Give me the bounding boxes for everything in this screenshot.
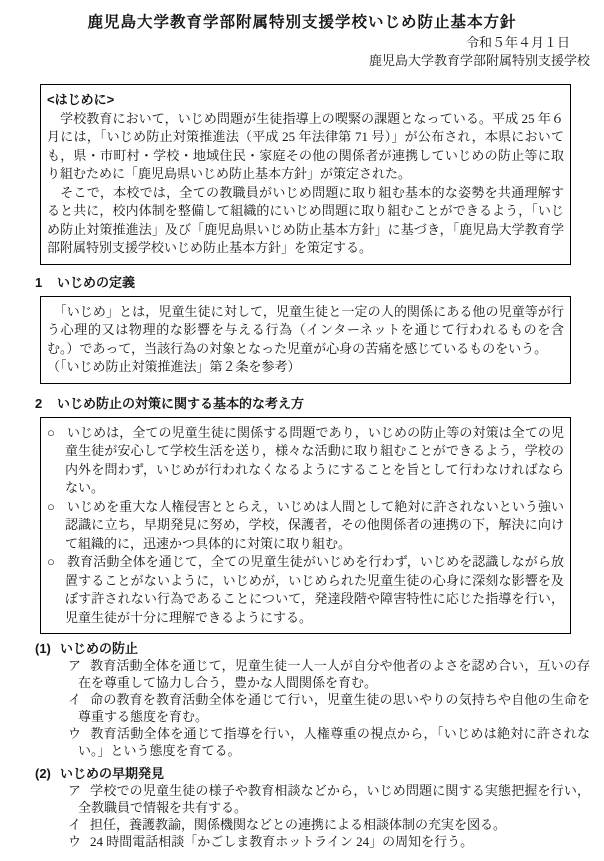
item-label: イ (68, 817, 82, 832)
circle-bullet: ○ (47, 424, 55, 440)
item-label: イ (68, 692, 82, 707)
item-text: 24 時間電話相談「かごしま教育ホットライン 24」の周知を行う。 (90, 834, 474, 849)
item-text: 教育活動全体を通じて，児童生徒一人一人が自分や他者のよさを認め合い，互いの存在を尊重して協力し合う，豊かな人間関係を育む。 (78, 658, 590, 690)
basic-policy-box (40, 417, 571, 635)
subsection-1-heading (35, 640, 590, 657)
item-label: ア (68, 783, 82, 798)
list-item (35, 725, 590, 759)
policy-item-text: 教育活動全体を通じて，全ての児童生徒がいじめを行わず，いじめを認識しながら放置することがないように，いじめが，いじめられた児童生徒の心身に深刻な影響を及ぼす許されない行為であることについて，発達段階や障害特性に応じた指導を行い，児童生徒が十分に理解できるようにする。 (65, 554, 565, 625)
policy-item (47, 424, 564, 498)
policy-item (47, 553, 564, 627)
intro-heading: <はじめに> (47, 92, 115, 107)
document-title: 鹿児島大学教育学部附属特別支援学校いじめ防止基本方針 (87, 14, 517, 31)
section-1-heading (35, 273, 590, 292)
document-organization: 鹿児島大学教育学部附属特別支援学校 (368, 53, 590, 68)
definition-box (40, 296, 571, 384)
item-label: ア (68, 658, 82, 673)
section-1-title: いじめの定義 (57, 274, 136, 290)
policy-item-text: いじめは，全ての児童生徒に関係する問題であり，いじめの防止等の対策は全ての児童生徒が安心して学校生活を送り，様々な活動に取り組むことができるよう，学校の内外を問わず，いじめが行われなくなるようにすることを旨として行わなければならない。 (65, 424, 564, 495)
section-1-number: 1 (35, 274, 43, 290)
document-date: 令和５年４月１日 (465, 35, 570, 50)
item-text: 担任，養護教諭，関係機関などとの連携による相談体制の充実を図る。 (90, 817, 507, 832)
item-text: 命の教育を教育活動全体を通じて行い，児童生徒の思いやりの気持ちや自他の生命を尊重する態度を育む。 (78, 692, 590, 724)
definition-reference: （「いじめ防止対策推進法」第２条を参考） (47, 359, 301, 374)
item-label: ウ (68, 834, 82, 849)
list-item (35, 657, 590, 691)
section-2-number: 2 (35, 395, 43, 411)
subsection-1-number: (1) (35, 641, 51, 656)
subsection-1-title: いじめの防止 (60, 641, 139, 656)
section-2-title: いじめ防止の対策に関する基本的な考え方 (57, 395, 305, 411)
list-item (35, 782, 590, 816)
list-item (35, 691, 590, 725)
subsection-2-number: (2) (35, 766, 51, 781)
intro-box (40, 84, 571, 265)
item-text: 学校での児童生徒の様子や教育相談などから，いじめ問題に関する実態把握を行い，全教職員で情報を共有する。 (78, 783, 590, 815)
subsection-2-title: いじめの早期発見 (60, 766, 165, 781)
circle-bullet: ○ (47, 498, 55, 514)
subsection-2-heading (35, 765, 590, 782)
section-2-heading (35, 394, 590, 413)
intro-paragraph-2: そこで，本校では，全ての教職員がいじめ問題に取り組む基本的な姿勢を共通理解すると共に，校内体制を整備して組織的にいじめ問題に取り組むことができるよう，「いじめ防止対策推進法」及び「鹿児島県いじめ防止基本方針」に基づき，「鹿児島大学教育学部附属特別支援学校いじめ防止基本方針」を策定する。 (47, 184, 564, 255)
policy-item-text: いじめを重大な人権侵害ととらえ，いじめは人間として絶対に許されないという強い認識に立ち，早期発見に努め，学校，保護者，その他関係者の連携の下，解決に向けて組織的に，迅速かつ具体的に対策に取り組む。 (65, 498, 564, 551)
list-item (35, 833, 590, 850)
circle-bullet: ○ (47, 554, 55, 569)
item-text: 教育活動全体を通じて指導を行い，人権尊重の視点から，「いじめは絶対に許されない。」という態度を育てる。 (78, 726, 590, 758)
list-item (35, 816, 590, 833)
policy-item (47, 498, 564, 554)
definition-text: 「いじめ」とは，児童生徒に対して，児童生徒と一定の人的関係にある他の児童等が行う心理的又は物理的な影響を与える行為（インターネットを通じて行われるものを含む。）であって，当該行為の対象となった児童が心身の苦痛を感じているものをいう。 (47, 303, 564, 356)
intro-paragraph-1: 学校教育において，いじめ問題が生徒指導上の喫緊の課題となっている。平成 25 年６月には，「いじめ防止対策推進法（平成 25 年法律第 71 号）」が公布され，本県においても，県・市町村・学校・地域住民・家庭その他の関係者が連携していじめの防止等に取り組むために「鹿児島県いじめ防止基本方針」が策定された。 (47, 110, 564, 181)
item-label: ウ (68, 726, 82, 741)
